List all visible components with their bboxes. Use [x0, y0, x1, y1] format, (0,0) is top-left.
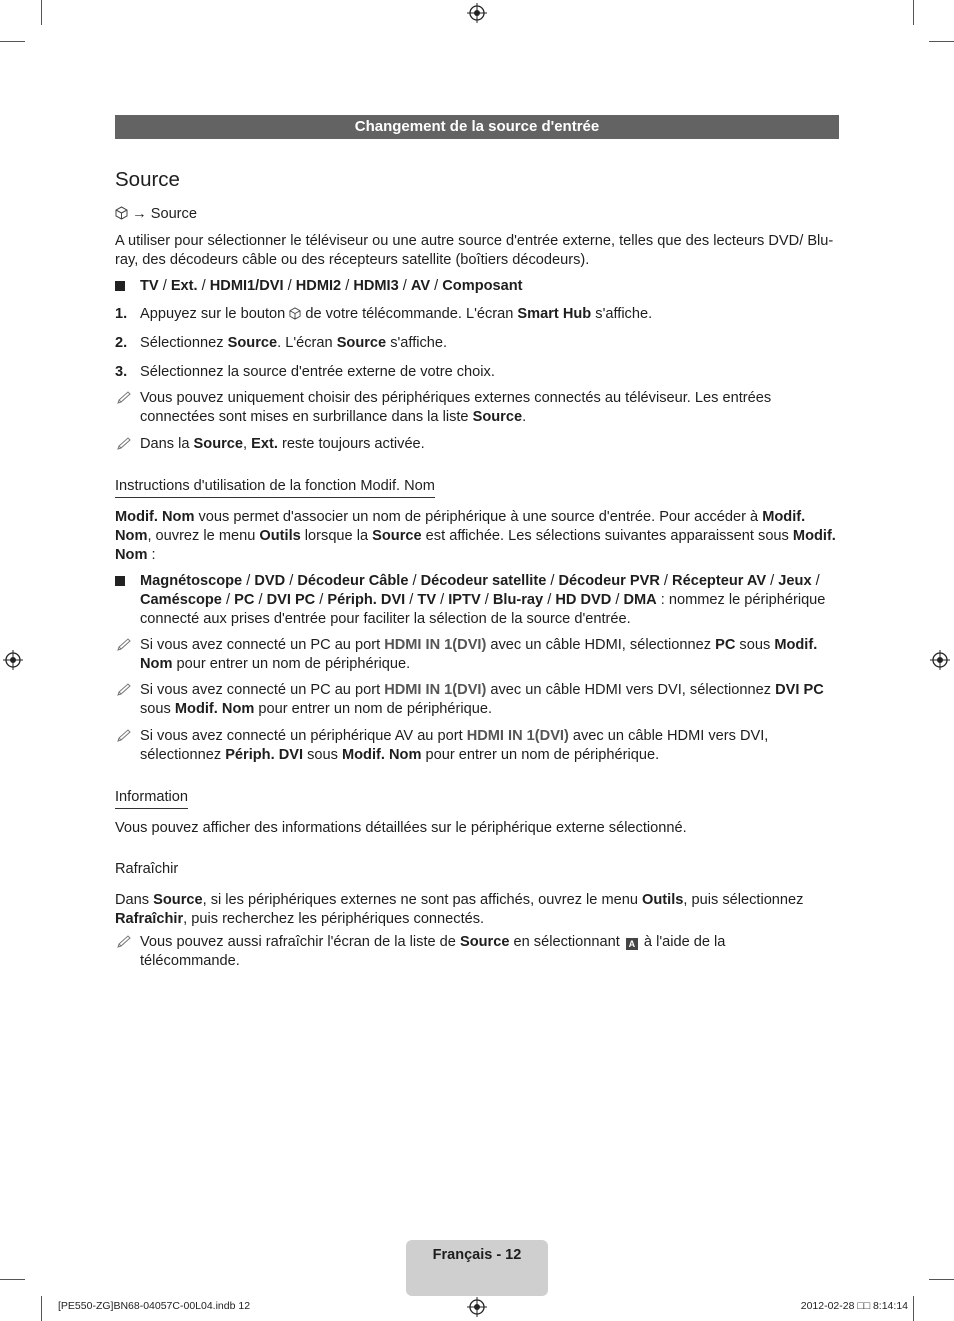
- pencil-note-icon: [115, 391, 135, 405]
- note-text: Vous pouvez aussi rafraîchir l'écran de la liste de Source en sélectionnant A à l'aide de la télécommande.: [140, 934, 726, 969]
- pencil-note-icon: [115, 638, 135, 652]
- registration-mark-icon: [3, 650, 23, 670]
- step-number: 3.: [115, 364, 128, 380]
- crop-mark: [913, 0, 914, 25]
- subsection-heading-information: Information: [115, 788, 188, 809]
- crop-mark: [41, 0, 42, 25]
- step-text: Sélectionnez Source. L'écran Source s'affiche.: [140, 335, 448, 351]
- footer-timestamp: 2012-02-28 □□ 8:14:14: [800, 1300, 908, 1312]
- subsection-heading-refresh: Rafraîchir: [115, 861, 179, 877]
- pencil-note-icon: [115, 683, 135, 697]
- source-list: TV / Ext. / HDMI1/DVI / HDMI2 / HDMI3 / AV / Composant: [140, 278, 523, 294]
- footer-file-info: [PE550-ZG]BN68-04057C-00L04.indb 12: [58, 1300, 251, 1312]
- device-name-list: Magnétoscope / DVD / Décodeur Câble / Décodeur satellite / Décodeur PVR / Récepteur AV / Jeux / Caméscope / PC / DVI PC / Périph. DVI / TV / IPTV / Blu-ray / HD DVD / DMA : nommez le périphérique connecté aux prises d'entrée pour faciliter la sélection de la source d'entrée.: [140, 573, 826, 627]
- pencil-note-icon: [115, 935, 135, 949]
- subsection-heading-modif-nom: Instructions d'utilisation de la fonction Modif. Nom: [115, 477, 435, 498]
- section-title: Changement de la source d'entrée: [115, 115, 839, 139]
- refresh-paragraph: Dans Source, si les périphériques externes ne sont pas affichés, ouvrez le menu Outils, puis sélectionnez Rafraîchir, puis recherchez les périphériques connectés.: [115, 892, 804, 927]
- crop-mark: [913, 1296, 914, 1321]
- crop-mark: [0, 1279, 25, 1280]
- crop-mark: [929, 41, 954, 42]
- crop-mark: [929, 1279, 954, 1280]
- registration-mark-icon: [930, 650, 950, 670]
- bullet-square: [115, 277, 135, 297]
- page-number-tab: Français - 12: [406, 1240, 548, 1296]
- note-text: Dans la Source, Ext. reste toujours activée.: [140, 436, 425, 452]
- intro-paragraph: A utiliser pour sélectionner le téléviseur ou une autre source d'entrée externe, telles que des lecteurs DVD/ Blu-ray, des décodeurs câble ou des récepteurs satellite (boîtiers décodeurs).: [115, 233, 834, 268]
- menu-cube-icon: [289, 307, 301, 320]
- crop-mark: [0, 41, 25, 42]
- registration-mark-icon: [467, 3, 487, 23]
- page-heading: Source: [115, 168, 180, 191]
- pencil-note-icon: [115, 437, 135, 451]
- step-text: Sélectionnez la source d'entrée externe de votre choix.: [140, 364, 495, 380]
- step-number: 1.: [115, 306, 128, 322]
- registration-mark-icon: [467, 1297, 487, 1317]
- note-text: Si vous avez connecté un PC au port HDMI IN 1(DVI) avec un câble HDMI, sélectionnez PC sous Modif. Nom pour entrer un nom de périphérique.: [140, 637, 818, 672]
- note-text: Si vous avez connecté un PC au port HDMI IN 1(DVI) avec un câble HDMI vers DVI, sélectionnez DVI PC sous Modif. Nom pour entrer un nom de périphérique.: [140, 682, 824, 717]
- note-text: Si vous avez connecté un périphérique AV au port HDMI IN 1(DVI) avec un câble HDMI vers DVI, sélectionnez Périph. DVI sous Modif. Nom pour entrer un nom de périphérique.: [140, 728, 769, 763]
- step-number: 2.: [115, 335, 128, 351]
- bullet-square: [115, 572, 135, 592]
- menu-path-label: Source: [150, 206, 197, 222]
- menu-path: [115, 205, 839, 224]
- menu-path-arrow: →: [132, 206, 147, 222]
- pencil-note-icon: [115, 729, 135, 743]
- a-button-icon: A: [626, 938, 638, 950]
- information-paragraph: Vous pouvez afficher des informations détaillées sur le périphérique externe sélectionné.: [115, 820, 687, 836]
- menu-cube-icon: [115, 206, 128, 220]
- modif-paragraph: Modif. Nom vous permet d'associer un nom de périphérique à une source d'entrée. Pour accéder à Modif. Nom, ouvrez le menu Outils lorsque la Source est affichée. Les sélections suivantes apparaissent sous Modif. Nom :: [115, 509, 836, 563]
- note-text: Vous pouvez uniquement choisir des périphériques externes connectés au téléviseur. Les entrées connectées sont mises en surbrillance dans la liste Source.: [140, 390, 772, 425]
- step-text: Appuyez sur le bouton de votre télécommande. L'écran Smart Hub s'affiche.: [140, 306, 653, 322]
- crop-mark: [41, 1296, 42, 1321]
